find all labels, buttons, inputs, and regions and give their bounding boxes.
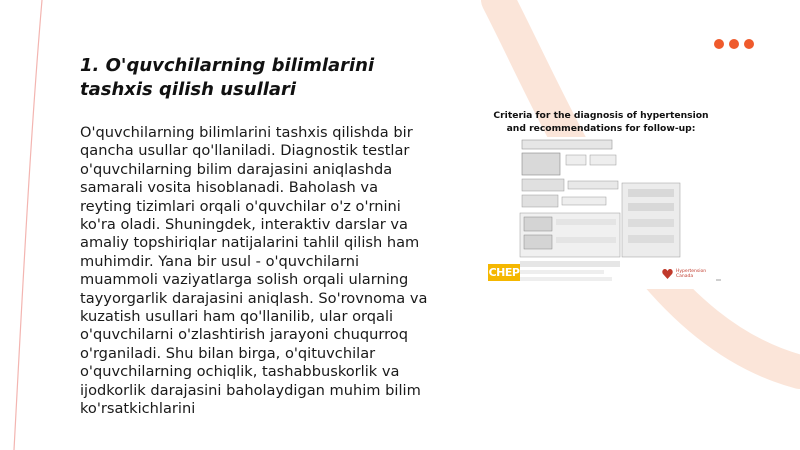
dot-icon xyxy=(714,39,724,49)
slide-paragraph: O'quvchilarning bilimlarini tashxis qilishda bir qancha usullar qo'llaniladi. Diagnostik testlar o'quvchilarning bilim darajasini aniqlashda samarali vosita hisoblanadi. Baholash va reyting tizimlari orqali o'quvchilar o'z o'rnini ko'ra oladi. Shuningdek, interaktiv darslar va amaliy topshiriqlar natijalarini tahlil qilish ham muhimdir. Yana bir usul - o'quvchilarni muammoli vaziyatlarga solish orqali ularning tayyorgarlik darajasini aniqlash. So'rovnoma va kuzatish usullari ham qo'llanilib, ular orqali o'quvchilarni o'zlashtirish jarayoni chuqurroq o'rganiladi. Shu bilan birga, o'qituvchilar o'quvchilarning ochiqlik, tashabbuskorlik va ijodkorlik darajasini baholaydigan muhim bilim ko'rsatkichlarini xyxy=(80,124,428,418)
figure-caption-line: Criteria for the diagnosis of hypertension xyxy=(493,110,709,121)
chep-logo: CHEP xyxy=(488,266,520,279)
heart-icon xyxy=(662,268,673,280)
logo-text: Hypertension xyxy=(676,269,707,274)
hypertension-canada-logo xyxy=(662,268,706,280)
logo-text: Canada xyxy=(676,274,694,279)
dot-icon xyxy=(729,39,739,49)
figure-caption-line: and recommendations for follow-up: xyxy=(506,123,696,134)
slide-title: 1. O'quvchilarning bilimlarini tashxis qilish usullari xyxy=(80,55,375,100)
decorative-dots xyxy=(714,39,754,49)
dot-icon xyxy=(744,39,754,49)
hypertension-flowchart-image xyxy=(486,137,722,289)
